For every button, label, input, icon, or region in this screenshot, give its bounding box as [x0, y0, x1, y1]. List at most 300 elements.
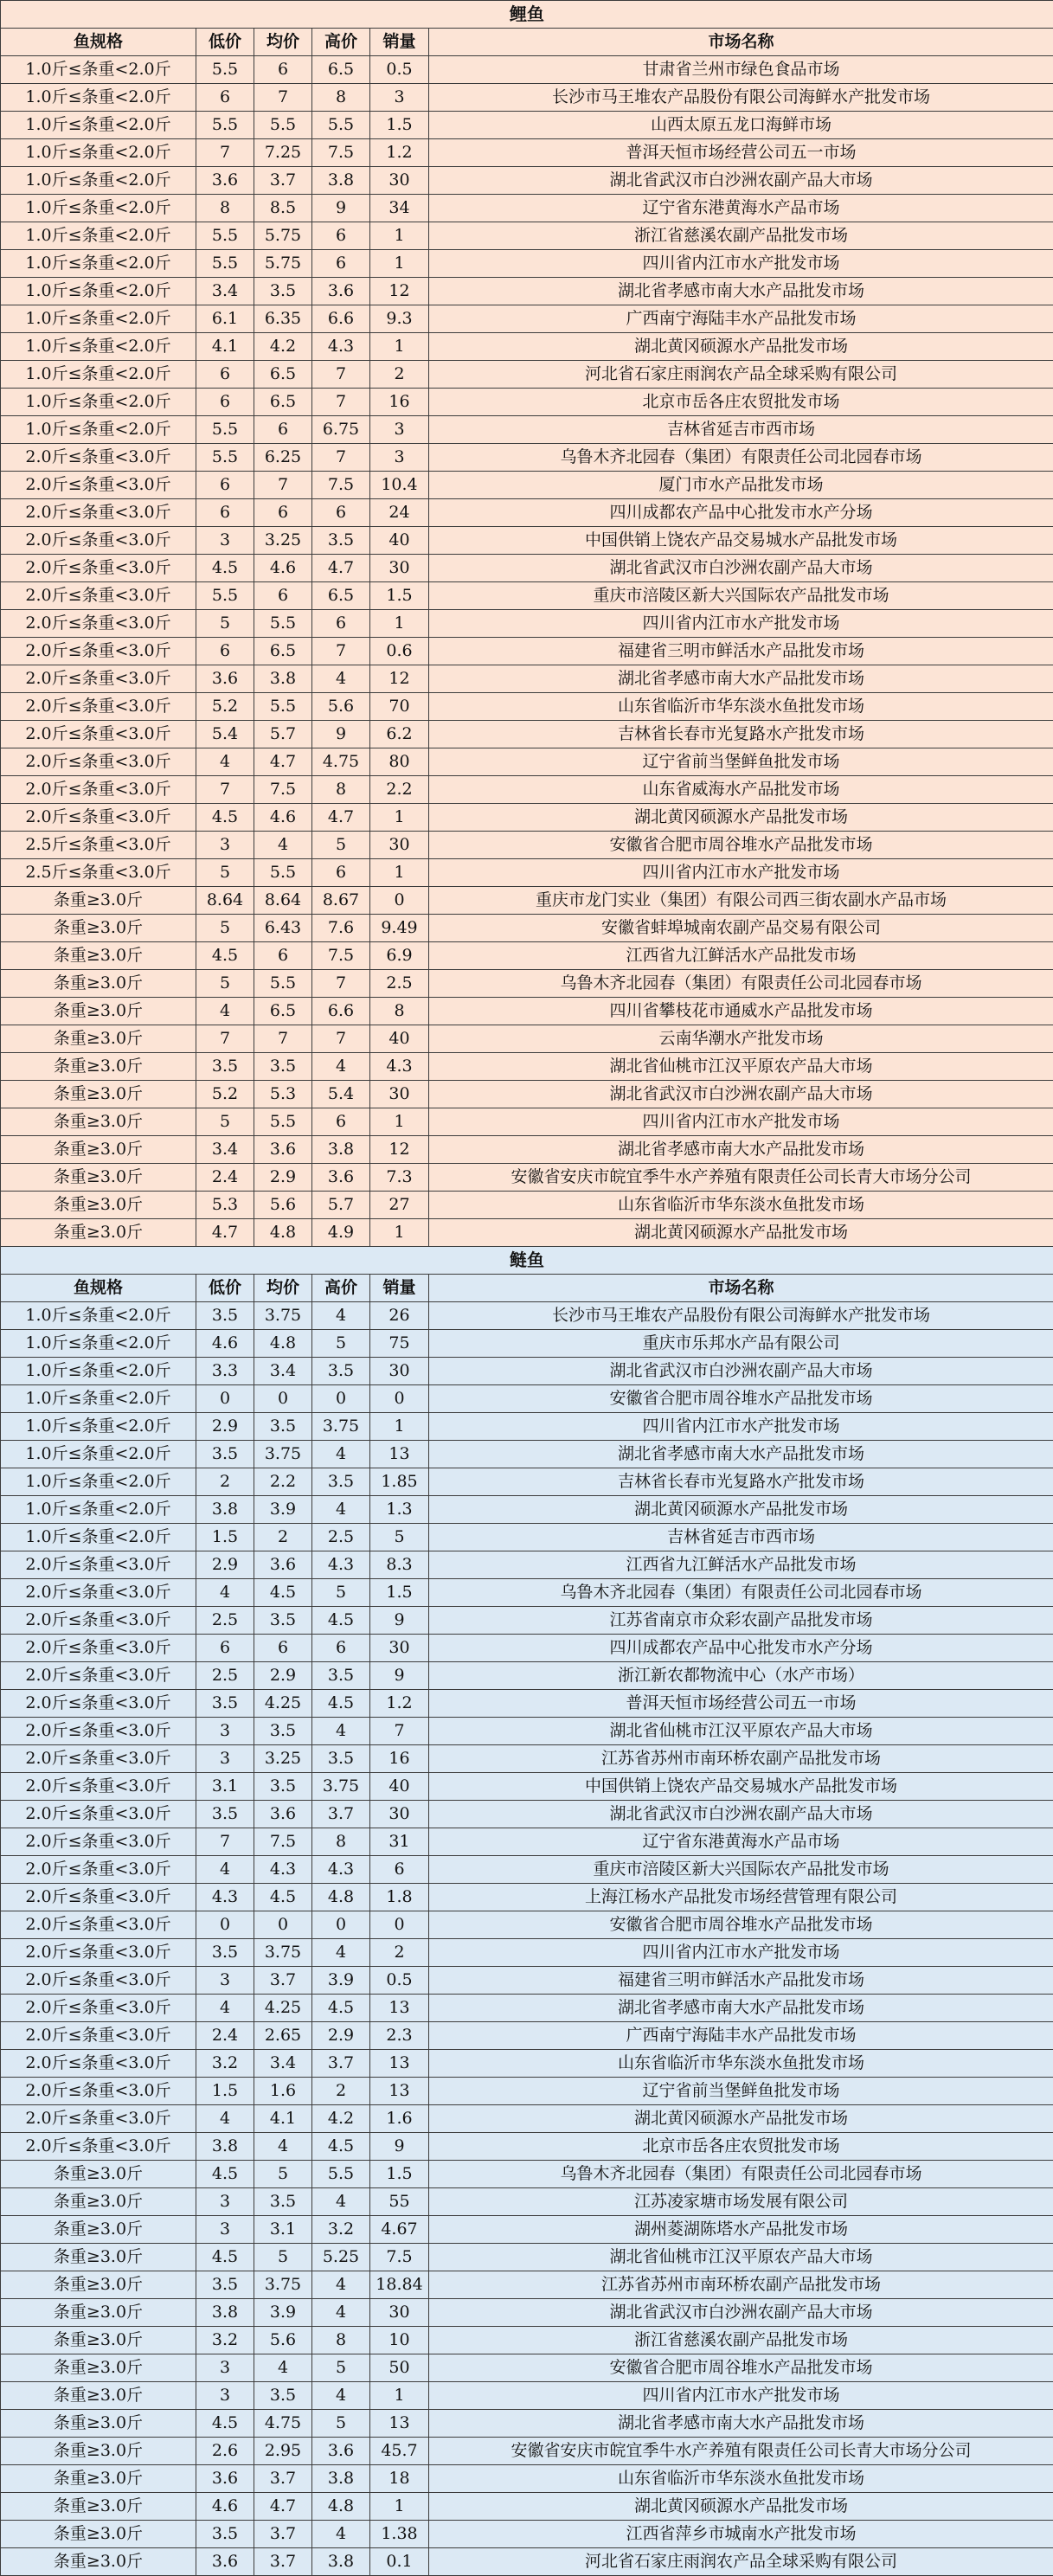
low-price-cell: 3.2	[196, 2327, 254, 2354]
high-price-cell: 3.75	[312, 1773, 370, 1801]
table-row	[1, 610, 1053, 638]
spec-cell: 1.0斤≤条重<2.0斤	[1, 56, 196, 84]
avg-price-cell: 2.95	[254, 2438, 312, 2465]
low-price-cell: 3.8	[196, 2299, 254, 2327]
volume-cell: 0.1	[370, 2548, 429, 2576]
avg-price-cell: 3.5	[254, 1053, 312, 1081]
volume-cell: 70	[370, 693, 429, 721]
volume-cell: 1.6	[370, 2105, 429, 2133]
volume-cell: 1.5	[370, 112, 429, 139]
market-name-cell: 江苏省苏州市南环桥农副产品批发市场	[429, 1745, 1053, 1773]
high-price-cell: 7.5	[312, 139, 370, 167]
avg-price-cell: 1.6	[254, 2078, 312, 2105]
spec-cell: 2.0斤≤条重<3.0斤	[1, 2078, 196, 2105]
volume-cell: 75	[370, 1330, 429, 1358]
high-price-cell: 3.7	[312, 2050, 370, 2078]
volume-cell: 1	[370, 1108, 429, 1136]
avg-price-cell: 3.7	[254, 2521, 312, 2548]
high-price-cell: 2	[312, 2078, 370, 2105]
volume-cell: 31	[370, 1828, 429, 1856]
low-price-cell: 3.5	[196, 1441, 254, 1468]
market-name-cell: 四川省内江市水产批发市场	[429, 859, 1053, 887]
avg-price-cell: 3.5	[254, 1607, 312, 1635]
spec-cell: 2.0斤≤条重<3.0斤	[1, 610, 196, 638]
avg-price-cell: 3.75	[254, 1939, 312, 1967]
market-name-cell: 四川省内江市水产批发市场	[429, 1413, 1053, 1441]
table-row	[1, 1358, 1053, 1385]
spec-cell: 2.0斤≤条重<3.0斤	[1, 444, 196, 472]
table-row	[1, 1219, 1053, 1247]
avg-price-cell: 5	[254, 2161, 312, 2188]
high-price-cell: 6.5	[312, 56, 370, 84]
low-price-cell: 2.4	[196, 1164, 254, 1192]
volume-cell: 1.5	[370, 2161, 429, 2188]
market-name-cell: 四川省内江市水产批发市场	[429, 1108, 1053, 1136]
table-row	[1, 1773, 1053, 1801]
spec-cell: 条重≥3.0斤	[1, 1136, 196, 1164]
spec-cell: 1.0斤≤条重<2.0斤	[1, 1413, 196, 1441]
avg-price-cell: 4.25	[254, 1690, 312, 1718]
table-row	[1, 2438, 1053, 2465]
avg-price-cell: 6.5	[254, 638, 312, 665]
volume-cell: 1	[370, 2382, 429, 2410]
volume-cell: 2.5	[370, 970, 429, 998]
avg-price-cell: 3.5	[254, 1773, 312, 1801]
avg-price-cell: 6.5	[254, 998, 312, 1025]
low-price-cell: 5.2	[196, 693, 254, 721]
volume-cell: 40	[370, 1025, 429, 1053]
high-price-cell: 6	[312, 1108, 370, 1136]
low-price-cell: 2.6	[196, 2438, 254, 2465]
col-header-avg: 均价	[254, 29, 312, 56]
high-price-cell: 3.8	[312, 167, 370, 195]
high-price-cell: 4.8	[312, 2493, 370, 2521]
market-name-cell: 山东省临沂市华东淡水鱼批发市场	[429, 1192, 1053, 1219]
market-name-cell: 长沙市马王堆农产品股份有限公司海鲜水产批发市场	[429, 1302, 1053, 1330]
volume-cell: 34	[370, 195, 429, 222]
avg-price-cell: 6.5	[254, 361, 312, 389]
spec-cell: 1.0斤≤条重<2.0斤	[1, 305, 196, 333]
low-price-cell: 3.4	[196, 278, 254, 305]
high-price-cell: 6.75	[312, 416, 370, 444]
avg-price-cell: 5.5	[254, 112, 312, 139]
market-name-cell: 安徽省安庆市皖宜季牛水产养殖有限责任公司长青大市场分公司	[429, 2438, 1053, 2465]
low-price-cell: 4.5	[196, 942, 254, 970]
volume-cell: 45.7	[370, 2438, 429, 2465]
volume-cell: 9	[370, 2133, 429, 2161]
low-price-cell: 3.6	[196, 167, 254, 195]
high-price-cell: 3.5	[312, 1358, 370, 1385]
low-price-cell: 4.5	[196, 2161, 254, 2188]
market-name-cell: 上海江杨水产品批发市场经营管理有限公司	[429, 1884, 1053, 1911]
high-price-cell: 0	[312, 1385, 370, 1413]
table-row	[1, 1524, 1053, 1551]
spec-cell: 1.0斤≤条重<2.0斤	[1, 84, 196, 112]
table-row	[1, 2022, 1053, 2050]
market-name-cell: 山东省临沂市华东淡水鱼批发市场	[429, 2465, 1053, 2493]
avg-price-cell: 6	[254, 582, 312, 610]
market-name-cell: 长沙市马王堆农产品股份有限公司海鲜水产批发市场	[429, 84, 1053, 112]
volume-cell: 6.9	[370, 942, 429, 970]
table-row	[1, 167, 1053, 195]
avg-price-cell: 3.4	[254, 1358, 312, 1385]
market-name-cell: 云南华潮水产批发市场	[429, 1025, 1053, 1053]
market-name-cell: 湖北省武汉市白沙洲农副产品大市场	[429, 167, 1053, 195]
volume-cell: 7	[370, 1718, 429, 1745]
low-price-cell: 5.5	[196, 250, 254, 278]
high-price-cell: 7.5	[312, 472, 370, 499]
table-row	[1, 1579, 1053, 1607]
avg-price-cell: 4.8	[254, 1330, 312, 1358]
volume-cell: 1	[370, 804, 429, 832]
market-name-cell: 江西省九江鲜活水产品批发市场	[429, 942, 1053, 970]
low-price-cell: 3.3	[196, 1358, 254, 1385]
high-price-cell: 7.5	[312, 942, 370, 970]
table-row	[1, 2382, 1053, 2410]
volume-cell: 6	[370, 1856, 429, 1884]
low-price-cell: 5	[196, 610, 254, 638]
low-price-cell: 5.5	[196, 582, 254, 610]
spec-cell: 条重≥3.0斤	[1, 2521, 196, 2548]
low-price-cell: 5	[196, 970, 254, 998]
volume-cell: 40	[370, 527, 429, 555]
spec-cell: 条重≥3.0斤	[1, 2188, 196, 2216]
spec-cell: 条重≥3.0斤	[1, 970, 196, 998]
table-row	[1, 2271, 1053, 2299]
high-price-cell: 7	[312, 1025, 370, 1053]
low-price-cell: 3.5	[196, 2271, 254, 2299]
spec-cell: 2.0斤≤条重<3.0斤	[1, 1773, 196, 1801]
avg-price-cell: 3.75	[254, 1302, 312, 1330]
market-name-cell: 中国供销上饶农产品交易城水产品批发市场	[429, 527, 1053, 555]
high-price-cell: 4	[312, 2521, 370, 2548]
volume-cell: 1	[370, 1413, 429, 1441]
low-price-cell: 0	[196, 1911, 254, 1939]
market-name-cell: 湖北省武汉市白沙洲农副产品大市场	[429, 1801, 1053, 1828]
spec-cell: 2.0斤≤条重<3.0斤	[1, 1828, 196, 1856]
volume-cell: 4.67	[370, 2216, 429, 2244]
low-price-cell: 3.5	[196, 1801, 254, 1828]
spec-cell: 2.0斤≤条重<3.0斤	[1, 693, 196, 721]
volume-cell: 3	[370, 444, 429, 472]
low-price-cell: 6	[196, 472, 254, 499]
spec-cell: 2.0斤≤条重<3.0斤	[1, 1939, 196, 1967]
market-name-cell: 浙江省慈溪农副产品批发市场	[429, 2327, 1053, 2354]
volume-cell: 50	[370, 2354, 429, 2382]
spec-cell: 2.0斤≤条重<3.0斤	[1, 1635, 196, 1662]
volume-cell: 9	[370, 1662, 429, 1690]
low-price-cell: 3.5	[196, 1939, 254, 1967]
avg-price-cell: 5.75	[254, 222, 312, 250]
high-price-cell: 2.5	[312, 1524, 370, 1551]
spec-cell: 2.0斤≤条重<3.0斤	[1, 1911, 196, 1939]
volume-cell: 3	[370, 84, 429, 112]
high-price-cell: 4	[312, 1939, 370, 1967]
spec-cell: 2.0斤≤条重<3.0斤	[1, 555, 196, 582]
table-row	[1, 1053, 1053, 1081]
volume-cell: 7.5	[370, 2244, 429, 2271]
spec-cell: 2.0斤≤条重<3.0斤	[1, 665, 196, 693]
col-header-market: 市场名称	[429, 29, 1053, 56]
spec-cell: 条重≥3.0斤	[1, 2465, 196, 2493]
market-name-cell: 四川省内江市水产批发市场	[429, 1939, 1053, 1967]
table-row	[1, 665, 1053, 693]
avg-price-cell: 4.7	[254, 748, 312, 776]
market-name-cell: 湖北省仙桃市江汉平原农产品大市场	[429, 1053, 1053, 1081]
volume-cell: 0.5	[370, 56, 429, 84]
low-price-cell: 4	[196, 1579, 254, 1607]
high-price-cell: 4.7	[312, 804, 370, 832]
high-price-cell: 4	[312, 2299, 370, 2327]
high-price-cell: 2.9	[312, 2022, 370, 2050]
avg-price-cell: 0	[254, 1911, 312, 1939]
market-name-cell: 浙江省慈溪农副产品批发市场	[429, 222, 1053, 250]
low-price-cell: 3	[196, 2216, 254, 2244]
avg-price-cell: 6.5	[254, 389, 312, 416]
volume-cell: 10.4	[370, 472, 429, 499]
low-price-cell: 3	[196, 1967, 254, 1995]
high-price-cell: 6.5	[312, 582, 370, 610]
spec-cell: 2.0斤≤条重<3.0斤	[1, 1745, 196, 1773]
volume-cell: 0	[370, 1911, 429, 1939]
low-price-cell: 8	[196, 195, 254, 222]
table-row	[1, 1856, 1053, 1884]
low-price-cell: 6	[196, 638, 254, 665]
market-name-cell: 湖州菱湖陈塔水产品批发市场	[429, 2216, 1053, 2244]
high-price-cell: 3.8	[312, 2465, 370, 2493]
table-row	[1, 1136, 1053, 1164]
volume-cell: 0.6	[370, 638, 429, 665]
market-name-cell: 山东省临沂市华东淡水鱼批发市场	[429, 693, 1053, 721]
table-row	[1, 222, 1053, 250]
high-price-cell: 4.5	[312, 1690, 370, 1718]
avg-price-cell: 3.75	[254, 2271, 312, 2299]
col-header-avg: 均价	[254, 1275, 312, 1302]
table-row	[1, 832, 1053, 859]
market-name-cell: 重庆市乐邦水产品有限公司	[429, 1330, 1053, 1358]
table-row	[1, 1081, 1053, 1108]
avg-price-cell: 2.65	[254, 2022, 312, 2050]
avg-price-cell: 4	[254, 2133, 312, 2161]
market-name-cell: 广西南宁海陆丰水产品批发市场	[429, 305, 1053, 333]
volume-cell: 30	[370, 1801, 429, 1828]
spec-cell: 条重≥3.0斤	[1, 1053, 196, 1081]
table-row	[1, 1967, 1053, 1995]
avg-price-cell: 8.64	[254, 887, 312, 915]
low-price-cell: 3.4	[196, 1136, 254, 1164]
low-price-cell: 7	[196, 776, 254, 804]
low-price-cell: 7	[196, 1828, 254, 1856]
market-name-cell: 湖北黄冈硕源水产品批发市场	[429, 2105, 1053, 2133]
avg-price-cell: 2.9	[254, 1662, 312, 1690]
high-price-cell: 7	[312, 361, 370, 389]
market-name-cell: 四川成都农产品中心批发市水产分场	[429, 1635, 1053, 1662]
market-name-cell: 山西太原五龙口海鲜市场	[429, 112, 1053, 139]
market-name-cell: 浙江新农都物流中心（水产市场）	[429, 1662, 1053, 1690]
market-name-cell: 湖北省孝感市南大水产品批发市场	[429, 2410, 1053, 2438]
low-price-cell: 5.5	[196, 444, 254, 472]
avg-price-cell: 7.25	[254, 139, 312, 167]
volume-cell: 30	[370, 1358, 429, 1385]
high-price-cell: 3.8	[312, 1136, 370, 1164]
avg-price-cell: 6.35	[254, 305, 312, 333]
table-row	[1, 887, 1053, 915]
spec-cell: 1.0斤≤条重<2.0斤	[1, 333, 196, 361]
spec-cell: 2.0斤≤条重<3.0斤	[1, 1967, 196, 1995]
low-price-cell: 3.6	[196, 665, 254, 693]
avg-price-cell: 3.7	[254, 167, 312, 195]
avg-price-cell: 5.5	[254, 610, 312, 638]
market-name-cell: 乌鲁木齐北园春（集团）有限责任公司北园春市场	[429, 444, 1053, 472]
spec-cell: 1.0斤≤条重<2.0斤	[1, 139, 196, 167]
avg-price-cell: 3.7	[254, 2465, 312, 2493]
spec-cell: 2.5斤≤条重<3.0斤	[1, 859, 196, 887]
volume-cell: 12	[370, 1136, 429, 1164]
avg-price-cell: 6.25	[254, 444, 312, 472]
spec-cell: 条重≥3.0斤	[1, 942, 196, 970]
table-row	[1, 859, 1053, 887]
table-row	[1, 1413, 1053, 1441]
volume-cell: 1.5	[370, 582, 429, 610]
high-price-cell: 5	[312, 2410, 370, 2438]
avg-price-cell: 4.25	[254, 1995, 312, 2022]
market-name-cell: 吉林省延吉市西市场	[429, 416, 1053, 444]
market-name-cell: 吉林省长春市光复路水产批发市场	[429, 721, 1053, 748]
market-name-cell: 湖北省孝感市南大水产品批发市场	[429, 665, 1053, 693]
table-row	[1, 1551, 1053, 1579]
high-price-cell: 4.5	[312, 1607, 370, 1635]
spec-cell: 1.0斤≤条重<2.0斤	[1, 389, 196, 416]
volume-cell: 16	[370, 389, 429, 416]
volume-cell: 12	[370, 278, 429, 305]
avg-price-cell: 3.8	[254, 665, 312, 693]
avg-price-cell: 5.5	[254, 1108, 312, 1136]
low-price-cell: 4	[196, 2105, 254, 2133]
high-price-cell: 4	[312, 2271, 370, 2299]
high-price-cell: 6.6	[312, 305, 370, 333]
high-price-cell: 4	[312, 665, 370, 693]
avg-price-cell: 6	[254, 56, 312, 84]
low-price-cell: 4	[196, 748, 254, 776]
low-price-cell: 4	[196, 1995, 254, 2022]
high-price-cell: 3.8	[312, 2548, 370, 2576]
table-row	[1, 2410, 1053, 2438]
high-price-cell: 8	[312, 84, 370, 112]
market-name-cell: 普洱天恒市场经营公司五一市场	[429, 1690, 1053, 1718]
high-price-cell: 3.5	[312, 1662, 370, 1690]
volume-cell: 1	[370, 250, 429, 278]
avg-price-cell: 4	[254, 2354, 312, 2382]
spec-cell: 2.0斤≤条重<3.0斤	[1, 1662, 196, 1690]
market-name-cell: 湖北黄冈硕源水产品批发市场	[429, 2493, 1053, 2521]
low-price-cell: 6.1	[196, 305, 254, 333]
high-price-cell: 7	[312, 444, 370, 472]
high-price-cell: 4	[312, 2188, 370, 2216]
table-row	[1, 2188, 1053, 2216]
market-name-cell: 湖北省孝感市南大水产品批发市场	[429, 278, 1053, 305]
col-header-high: 高价	[312, 1275, 370, 1302]
low-price-cell: 3	[196, 2188, 254, 2216]
table-row	[1, 2161, 1053, 2188]
low-price-cell: 3	[196, 527, 254, 555]
low-price-cell: 2.5	[196, 1662, 254, 1690]
high-price-cell: 4	[312, 1302, 370, 1330]
high-price-cell: 6	[312, 1635, 370, 1662]
market-name-cell: 重庆市涪陵区新大兴国际农产品批发市场	[429, 582, 1053, 610]
high-price-cell: 4.9	[312, 1219, 370, 1247]
spec-cell: 1.0斤≤条重<2.0斤	[1, 416, 196, 444]
high-price-cell: 4	[312, 1718, 370, 1745]
low-price-cell: 5.4	[196, 721, 254, 748]
high-price-cell: 5.25	[312, 2244, 370, 2271]
spec-cell: 2.0斤≤条重<3.0斤	[1, 1718, 196, 1745]
avg-price-cell: 6.43	[254, 915, 312, 942]
volume-cell: 0	[370, 1385, 429, 1413]
market-name-cell: 四川省内江市水产批发市场	[429, 2382, 1053, 2410]
avg-price-cell: 7	[254, 472, 312, 499]
avg-price-cell: 4.75	[254, 2410, 312, 2438]
table-row	[1, 721, 1053, 748]
volume-cell: 1.3	[370, 1496, 429, 1524]
avg-price-cell: 3.5	[254, 2188, 312, 2216]
low-price-cell: 2.9	[196, 1413, 254, 1441]
low-price-cell: 2	[196, 1468, 254, 1496]
column-header-row	[1, 1275, 1053, 1302]
spec-cell: 条重≥3.0斤	[1, 1081, 196, 1108]
volume-cell: 2	[370, 1939, 429, 1967]
volume-cell: 12	[370, 665, 429, 693]
low-price-cell: 5	[196, 915, 254, 942]
avg-price-cell: 4	[254, 832, 312, 859]
volume-cell: 8	[370, 998, 429, 1025]
market-name-cell: 湖北省孝感市南大水产品批发市场	[429, 1995, 1053, 2022]
market-name-cell: 广西南宁海陆丰水产品批发市场	[429, 2022, 1053, 2050]
high-price-cell: 4.7	[312, 555, 370, 582]
volume-cell: 30	[370, 1081, 429, 1108]
low-price-cell: 5	[196, 859, 254, 887]
volume-cell: 13	[370, 2050, 429, 2078]
volume-cell: 13	[370, 1995, 429, 2022]
table-row	[1, 748, 1053, 776]
table-row	[1, 444, 1053, 472]
volume-cell: 30	[370, 167, 429, 195]
market-name-cell: 江苏凌家塘市场发展有限公司	[429, 2188, 1053, 2216]
table-row	[1, 1801, 1053, 1828]
table-body	[1, 1, 1053, 2576]
spec-cell: 1.0斤≤条重<2.0斤	[1, 195, 196, 222]
volume-cell: 1	[370, 222, 429, 250]
spec-cell: 条重≥3.0斤	[1, 2327, 196, 2354]
high-price-cell: 0	[312, 1911, 370, 1939]
low-price-cell: 4	[196, 998, 254, 1025]
spec-cell: 条重≥3.0斤	[1, 2354, 196, 2382]
spec-cell: 1.0斤≤条重<2.0斤	[1, 1330, 196, 1358]
high-price-cell: 5.7	[312, 1192, 370, 1219]
avg-price-cell: 4.1	[254, 2105, 312, 2133]
spec-cell: 1.0斤≤条重<2.0斤	[1, 1496, 196, 1524]
avg-price-cell: 4.6	[254, 555, 312, 582]
table-row	[1, 1441, 1053, 1468]
spec-cell: 1.0斤≤条重<2.0斤	[1, 1358, 196, 1385]
low-price-cell: 2.4	[196, 2022, 254, 2050]
high-price-cell: 3.9	[312, 1967, 370, 1995]
table-row	[1, 2133, 1053, 2161]
avg-price-cell: 3.6	[254, 1801, 312, 1828]
spec-cell: 条重≥3.0斤	[1, 1219, 196, 1247]
col-header-spec: 鱼规格	[1, 29, 196, 56]
low-price-cell: 3.5	[196, 1302, 254, 1330]
low-price-cell: 4.3	[196, 1884, 254, 1911]
